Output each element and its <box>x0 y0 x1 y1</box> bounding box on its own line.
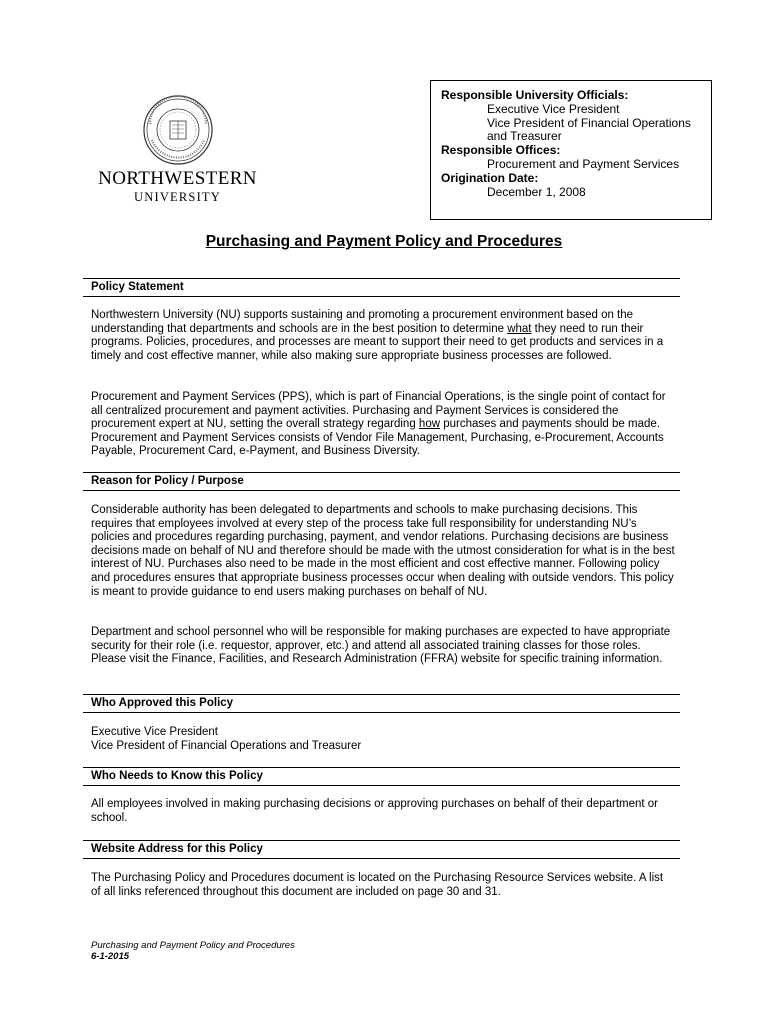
approved-line-1: Executive Vice President <box>91 726 218 738</box>
footer-date: 6-1-2015 <box>91 951 130 962</box>
policy-p1-text-a: Northwestern University (NU) supports sustaining and promoting a procurement environment based on the understanding that departments and schools are in the best position to determine <box>91 309 634 335</box>
university-logo <box>90 94 265 204</box>
section-heading-who-needs-to-know: Who Needs to Know this Policy <box>83 767 680 786</box>
section-heading-website-address: Website Address for this Policy <box>83 840 680 859</box>
section-heading-policy-statement: Policy Statement <box>83 278 680 297</box>
needs-paragraph-1: All employees involved in making purchasing decisions or approving purchases on behalf of their department or school. <box>91 798 659 824</box>
policy-p2-underline: how <box>418 418 441 431</box>
office-1: Procurement and Payment Services <box>487 156 680 171</box>
offices-label: Responsible Offices: <box>441 143 561 158</box>
document-title: Purchasing and Payment Policy and Procedures <box>205 233 563 250</box>
approved-line-2: Vice President of Financial Operations and Treasurer <box>91 740 362 752</box>
policy-paragraph-2 <box>91 391 675 459</box>
policy-p1-underline: what <box>507 322 532 335</box>
officials-box <box>430 80 712 220</box>
reason-paragraph-2: Department and school personnel who will be responsible for making purchases are expected to have appropriate security for their role (i.e. requestor, approver, etc.) and attend all associated training classes for those roles. Please visit the Finance, Facilities, and Research Administration (FFRA) website for specific training information. <box>91 626 671 666</box>
origination-date-label: Origination Date: <box>441 170 539 185</box>
official-2-line-2: and Treasurer <box>487 129 562 144</box>
university-seal-icon <box>142 94 214 166</box>
official-2-line-1: Vice President of Financial Operations <box>487 115 691 130</box>
policy-paragraph-1 <box>91 309 675 363</box>
policy-p1-text-b: they need to run their programs. Policies, procedures, and processes are meant to support their need to get products and services in a timely and cost effective manner, while also making sure appropriate business processes are followed. <box>91 322 664 362</box>
page-footer <box>91 940 295 962</box>
policy-p2-text-b: purchases and payments should be made. Procurement and Payment Services consists of Vendor File Management, Purchasing, e-Procurement, Accounts Payable, Procurement Card, e-Payment, and Business Diversity. <box>91 418 664 458</box>
officials-label: Responsible University Officials: <box>441 88 629 102</box>
logo-subtitle: UNIVERSITY <box>134 190 221 204</box>
origination-date: December 1, 2008 <box>487 184 586 199</box>
section-heading-reason: Reason for Policy / Purpose <box>83 472 680 491</box>
footer-title: Purchasing and Payment Policy and Procedures <box>91 940 295 951</box>
reason-paragraph-1: Considerable authority has been delegated to departments and schools to make purchasing decisions. This requires that employees involved at every step of the process take full responsibility for understanding NU’s policies and procedures regarding purchasing, payment, and vendor relations. Purchasing decisions are business decisions made on behalf of NU and therefore should be made with the utmost consideration for what is in the best interest of NU. Purchases also need to be made in the most efficient and cost effective manner. Following policy and procedures ensures that appropriate business processes occur when dealing with outside vendors. This policy is meant to provide guidance to end users making purchases on behalf of NU. <box>91 504 675 598</box>
logo-wordmark: NORTHWESTERN <box>98 168 257 189</box>
official-1: Executive Vice President <box>487 101 620 116</box>
website-paragraph-1: The Purchasing Policy and Procedures document is located on the Purchasing Resource Services website. A list of all links referenced throughout this document are included on page 30 and 31. <box>91 872 664 898</box>
policy-p2-text-a: Procurement and Payment Services (PPS), which is part of Financial Operations, is the single point of contact for all centralized procurement and payment activities. Purchasing and Payment Services is considered the procurement expert at NU, setting the overall strategy regarding <box>91 391 666 431</box>
section-heading-who-approved: Who Approved this Policy <box>83 694 680 713</box>
